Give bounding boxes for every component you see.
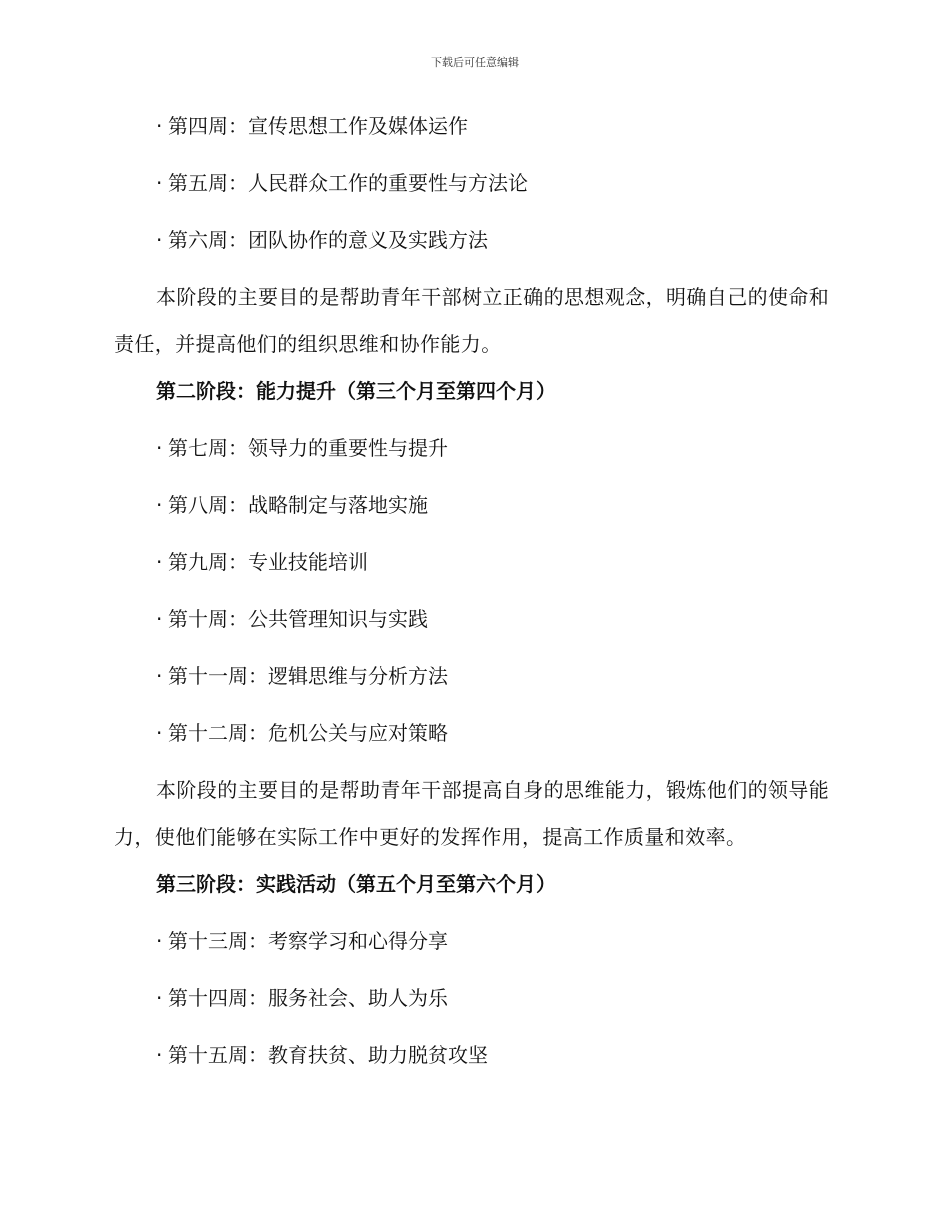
bullet-dot: ·	[156, 929, 163, 953]
list-item	[114, 983, 836, 1013]
list-item	[114, 604, 836, 634]
bullet-dot: ·	[156, 171, 163, 195]
list-item-text: 第十周：公共管理知识与实践	[168, 607, 428, 631]
list-item-text: 第九周：专业技能培训	[168, 550, 368, 574]
paragraph: 本阶段的主要目的是帮助青年干部树立正确的思想观念，明确自己的使命和责任，并提高他们的组织思维和协作能力。	[114, 285, 830, 356]
bullet-dot: ·	[156, 550, 163, 574]
list-item-text: 第十五周：教育扶贫、助力脱贫攻坚	[168, 1043, 488, 1067]
list-item-text: 第四周：宣传思想工作及媒体运作	[168, 114, 468, 138]
bullet-dot: ·	[156, 1043, 163, 1067]
header-note: 下载后可任意编辑	[431, 56, 519, 69]
list-item-text: 第六周：团队协作的意义及实践方法	[168, 228, 488, 252]
list-item	[114, 1040, 836, 1070]
bullet-dot: ·	[156, 114, 163, 138]
bullet-dot: ·	[156, 986, 163, 1010]
list-item	[114, 490, 836, 520]
list-item	[114, 547, 836, 577]
bullet-dot: ·	[156, 607, 163, 631]
list-item	[114, 225, 836, 255]
section-heading: 第二阶段：能力提升（第三个月至第四个月）	[156, 379, 556, 403]
document-body	[114, 111, 836, 1097]
bullet-dot: ·	[156, 436, 163, 460]
bullet-dot: ·	[156, 721, 163, 745]
list-item	[114, 718, 836, 748]
bullet-dot: ·	[156, 664, 163, 688]
list-item-text: 第十四周：服务社会、助人为乐	[168, 986, 448, 1010]
bullet-dot: ·	[156, 493, 163, 517]
list-item-text: 第七周：领导力的重要性与提升	[168, 436, 448, 460]
bullet-dot: ·	[156, 228, 163, 252]
list-item-text: 第十二周：危机公关与应对策略	[168, 721, 448, 745]
list-item	[114, 168, 836, 198]
list-item-text: 第八周：战略制定与落地实施	[168, 493, 428, 517]
list-item-text: 第十一周：逻辑思维与分析方法	[168, 664, 448, 688]
list-item-text: 第五周：人民群众工作的重要性与方法论	[168, 171, 528, 195]
list-item	[114, 433, 836, 463]
paragraph: 本阶段的主要目的是帮助青年干部提高自身的思维能力，锻炼他们的领导能力，使他们能够在实际工作中更好的发挥作用，提高工作质量和效率。	[114, 778, 830, 849]
list-item	[114, 926, 836, 956]
section-heading: 第三阶段：实践活动（第五个月至第六个月）	[156, 872, 556, 896]
list-item	[114, 111, 836, 141]
list-item-text: 第十三周：考察学习和心得分享	[168, 929, 448, 953]
list-item	[114, 661, 836, 691]
